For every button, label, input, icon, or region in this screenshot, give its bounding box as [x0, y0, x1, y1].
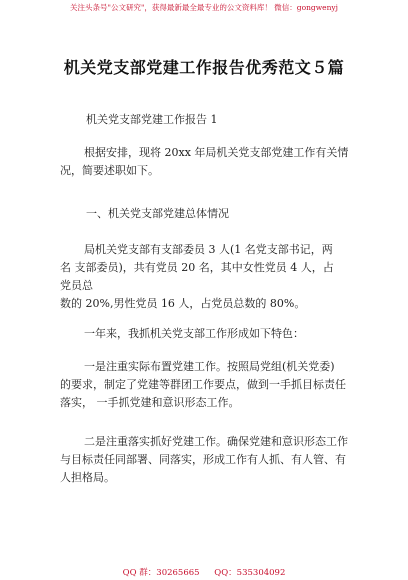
paragraph-line: 人担格局。 [60, 471, 115, 484]
contact-footer [0, 566, 408, 578]
section-heading: 一、机关党支部党建总体情况 [86, 207, 229, 220]
promo-banner-text: 关注头条号"公文研究"，获得最新最全最专业的公文资料库！ 微信：gongwenyj [70, 3, 338, 12]
paragraph-intro [60, 144, 360, 180]
paragraph-line: 数的 20%,男性党员 16 人，占党员总数的 80%。 [60, 297, 306, 310]
paragraph-members [60, 241, 360, 313]
paragraph-line: 根据安排，现将 20xx 年局机关党支部党建工作有关情 [84, 146, 349, 159]
paragraph-line: 党员总 [60, 279, 93, 292]
paragraph-point-2 [60, 433, 360, 487]
paragraph-point-1 [60, 358, 360, 412]
document-title: 机关党支部党建工作报告优秀范文５篇 [63, 58, 345, 77]
paragraph-line: 二是注重落实抓好党建工作。确保党建和意识形态工作 [84, 435, 348, 448]
report-heading: 机关党支部党建工作报告 1 [86, 113, 218, 126]
paragraph-line: 一是注重实际布置党建工作。按照局党组(机关党委) [84, 360, 335, 373]
paragraph-line: 局机关党支部有支部委员 3 人(1 名党支部书记，两 [84, 243, 333, 256]
promo-banner [0, 0, 408, 20]
qq-text: QQ：535304092 [214, 568, 286, 578]
paragraph-line: 名 支部委员)，共有党员 20 名，其中女性党员 4 人，占 [60, 261, 334, 274]
paragraph-features: 一年来，我抓机关党支部工作形成如下特色： [84, 327, 304, 340]
paragraph-line: 的要求，制定了党建等群团工作要点，做到一手抓目标责任 [60, 378, 346, 391]
qq-group-text: QQ 群：30265665 [122, 568, 200, 578]
paragraph-line: 落实， 一手抓党建和意识形态工作。 [60, 396, 240, 409]
paragraph-line: 与目标责任同部署、同落实，形成工作有人抓、有人管、有 [60, 453, 346, 466]
paragraph-line: 况，简要述职如下。 [60, 164, 159, 177]
